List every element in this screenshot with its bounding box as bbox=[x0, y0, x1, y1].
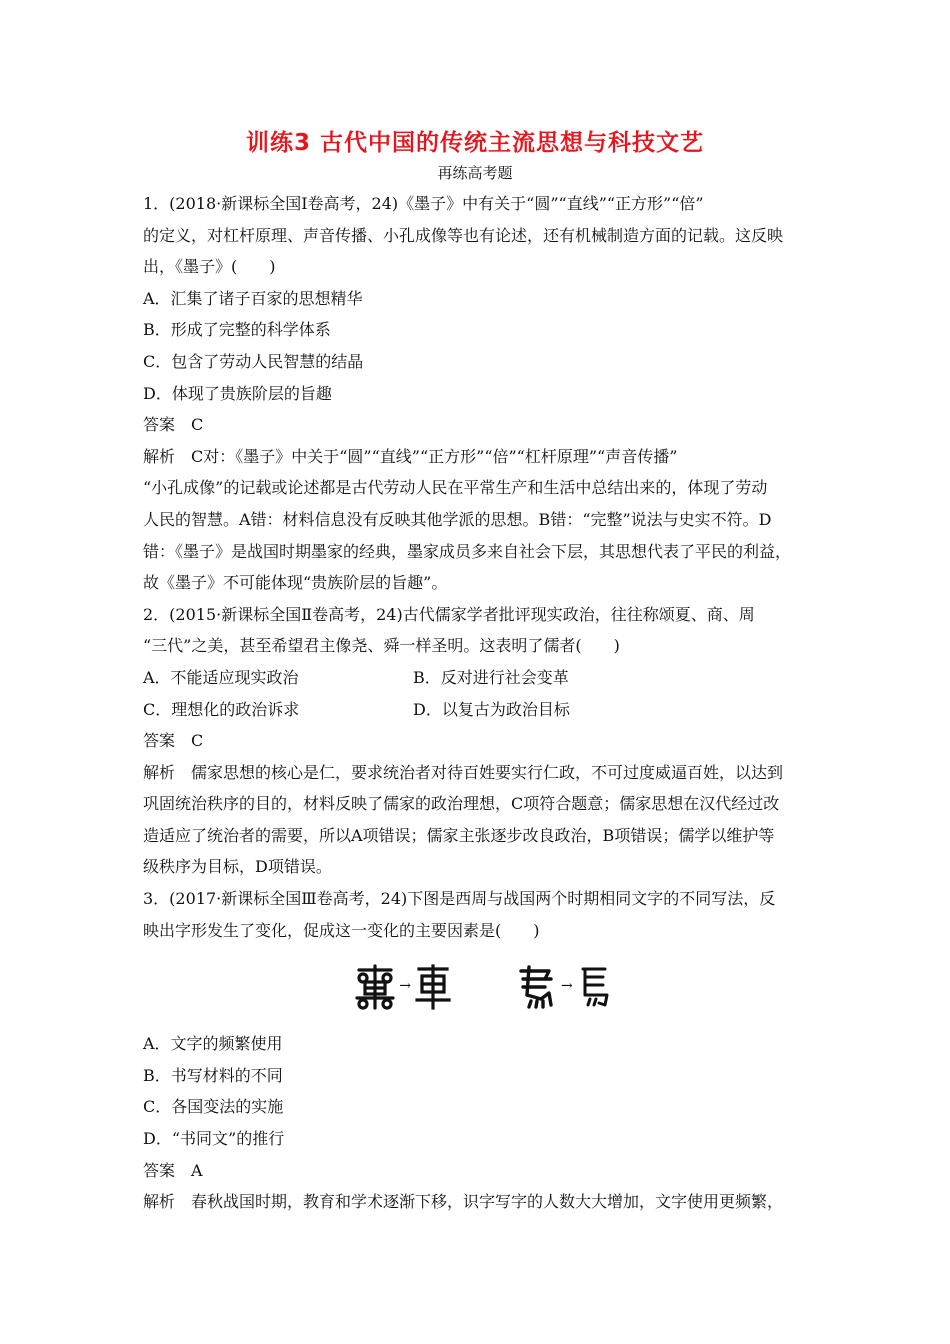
question-stem-line: 1．(2018·新课标全国Ⅰ卷高考，24)《墨子》中有关于“圆”“直线”“正方形”“倍” bbox=[143, 194, 704, 213]
analysis-line: 造适应了统治者的需要，所以A项错误；儒家主张逐步改良政治，B项错误；儒学以维护等 bbox=[143, 825, 775, 845]
section-subtitle: 再练高考题 bbox=[437, 164, 513, 182]
question-3 bbox=[143, 883, 823, 1218]
question-2 bbox=[143, 599, 823, 883]
question-stem-line: 映出字形发生了变化，促成这一变化的主要因素是( ) bbox=[143, 920, 540, 940]
analysis-line: 人民的智慧。A错：材料信息没有反映其他学派的思想。B错：“完整”说法与史实不符。D bbox=[143, 509, 772, 529]
question-stem-line: 3．(2017·新课标全国Ⅲ卷高考，24)下图是西周与战国两个时期相同文字的不同写法，反 bbox=[143, 889, 776, 909]
question-stem-line: 2．(2015·新课标全国Ⅱ卷高考，24)古代儒家学者批评现实政治，往往称颂夏、商、周 bbox=[143, 604, 755, 624]
warring-states-horse-glyph bbox=[577, 965, 611, 1009]
arrow: → bbox=[561, 978, 573, 995]
chariot-glyph-pair bbox=[355, 964, 451, 1010]
option-d: D．“书同文”的推行 bbox=[143, 1129, 285, 1149]
warring-states-chariot-glyph bbox=[415, 964, 451, 1010]
option-a: A．文字的频繁使用 bbox=[143, 1034, 283, 1054]
question-stem-line: 出，《墨子》( ) bbox=[143, 257, 276, 277]
script-evolution-figure bbox=[143, 946, 823, 1028]
option-a: A．汇集了诸子百家的思想精华 bbox=[143, 288, 363, 308]
option-c: C．理想化的政治诉求 bbox=[143, 699, 300, 719]
analysis-line: 巩固统治秩序的目的，材料反映了儒家的政治理想，C项符合题意；儒家思想在汉代经过改 bbox=[143, 794, 780, 814]
options-row bbox=[143, 694, 823, 726]
document-body bbox=[143, 188, 823, 1218]
answer: 答案 C bbox=[143, 731, 204, 751]
analysis-line: 解析 春秋战国时期，教育和学术逐渐下移，识字写字的人数大大增加，文字使用更频繁， bbox=[143, 1192, 784, 1212]
option-b: B．书写材料的不同 bbox=[143, 1065, 283, 1085]
option-d: D．体现了贵族阶层的旨趣 bbox=[143, 383, 332, 403]
question-stem-line: 的定义，对杠杆原理、声音传播、小孔成像等也有论述，还有机械制造方面的记载。这反映 bbox=[143, 225, 784, 245]
option-c: C．各国变法的实施 bbox=[143, 1097, 284, 1117]
option-a: A．不能适应现实政治 bbox=[143, 667, 299, 687]
answer: 答案 C bbox=[143, 415, 204, 435]
question-1 bbox=[143, 188, 823, 599]
page-title: 训练3 古代中国的传统主流思想与科技文艺 bbox=[245, 130, 704, 156]
horse-glyph-pair bbox=[515, 965, 611, 1009]
option-b: B．形成了完整的科学体系 bbox=[143, 320, 331, 340]
analysis-line: “小孔成像”的记载或论述都是古代劳动人民在平常生产和生活中总结出来的，体现了劳动 bbox=[143, 478, 768, 498]
western-zhou-chariot-glyph bbox=[355, 964, 395, 1010]
analysis-line: 故《墨子》不可能体现“贵族阶层的旨趣”。 bbox=[143, 573, 448, 593]
question-stem-line: “三代”之美，甚至希望君主像尧、舜一样圣明。这表明了儒者( ) bbox=[143, 636, 620, 656]
option-c: C．包含了劳动人民智慧的结晶 bbox=[143, 351, 364, 371]
analysis-line: 错：《墨子》是战国时期墨家的经典，墨家成员多来自社会下层，其思想代表了平民的利益， bbox=[143, 541, 792, 561]
arrow: → bbox=[399, 978, 411, 995]
option-b: B．反对进行社会变革 bbox=[413, 667, 569, 687]
western-zhou-horse-glyph bbox=[515, 965, 557, 1009]
analysis-line: 解析 儒家思想的核心是仁，要求统治者对待百姓要实行仁政，不可过度威逼百姓，以达到 bbox=[143, 762, 784, 782]
analysis-line: 级秩序为目标，D项错误。 bbox=[143, 857, 332, 877]
analysis-line: 解析 C对：《墨子》中关于“圆”“直线”“正方形”“倍”“杠杆原理”“声音传播” bbox=[143, 446, 678, 466]
answer: 答案 A bbox=[143, 1160, 203, 1180]
option-d: D．以复古为政治目标 bbox=[413, 699, 570, 719]
options-row bbox=[143, 662, 823, 694]
